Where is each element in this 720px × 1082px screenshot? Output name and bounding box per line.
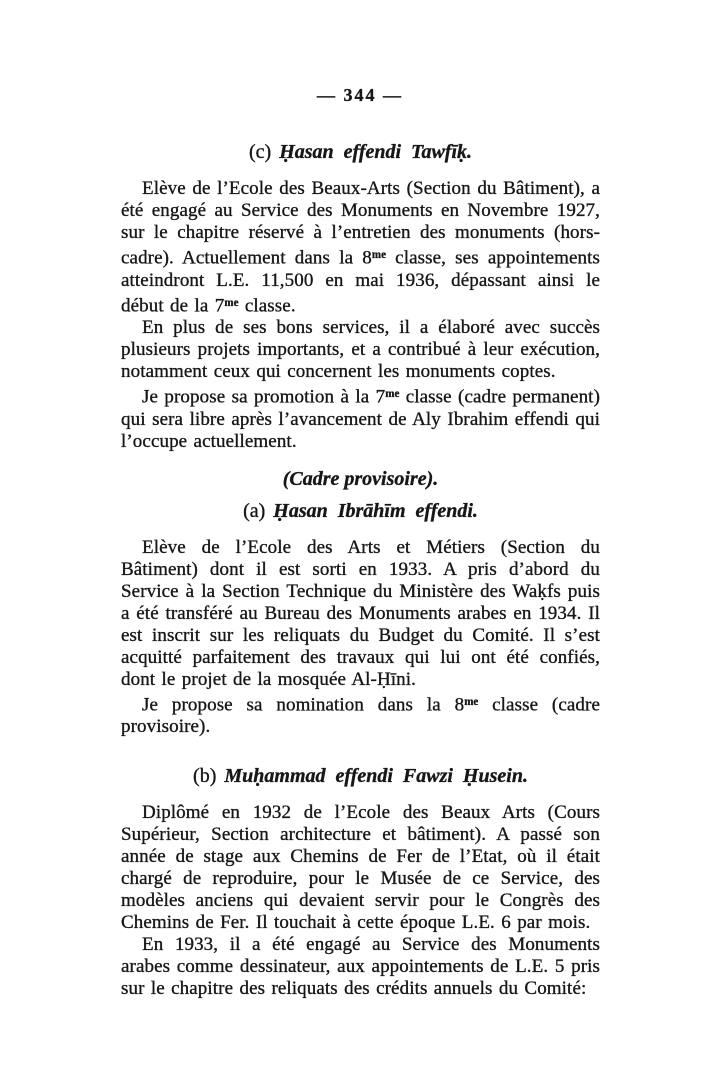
superscript-ordinal: me: [224, 296, 239, 309]
paragraph-text: Je propose sa promotion à la 7: [142, 386, 386, 408]
paragraph-text: Je propose sa nomination dans la 8: [142, 694, 465, 715]
paragraph-text: En plus de ses bons services, il a élaboré avec succès plusieurs projets importants, et a contribué à leur exécution, notamment ceux qui concernent les monuments coptes.: [121, 317, 600, 382]
paragraph-text: classe (cadre permanent) qui sera libre après l’avancement de Aly Ibrahim effendi qui l’occupe actuellement.: [121, 386, 600, 452]
paragraph-text: classe (cadre provisoire).: [121, 694, 600, 737]
section-heading-cadre: (Cadre provisoire).: [282, 467, 439, 490]
entry-heading: [121, 764, 600, 788]
entry-heading: [121, 140, 600, 164]
entry-name: Ḥasan Ibrāhīm effendi.: [273, 499, 478, 522]
paragraph-text: Elève de l’Ecole des Arts et Métiers (Section du Bâtiment) dont il est sorti en 1933. A pris d’abord du Service à la Section Technique du Ministère des Waḳfs puis a été transféré au Bureau des Monuments arabes en 1934. Il est inscrit sur les reliquats du Budget du Comité. Il s’est acquitté parfaitement des travaux qui lui ont été confiés, dont le projet de la mosquée Al-Ḥīni.: [121, 536, 600, 690]
paragraph: [121, 317, 600, 383]
entry-heading: [121, 499, 600, 523]
page-number: — 344 —: [317, 85, 403, 105]
entry-letter: (a): [243, 499, 266, 522]
superscript-ordinal: me: [371, 249, 386, 261]
paragraph-text: Elève de l’Ecole des Beaux-Arts (Section du Bâtiment), a été engagé au Service des Monuments en Novembre 1927, sur le chapitre réservé à l’entretien des monuments (hors-cadre). Actuellement dans la 8: [121, 178, 600, 269]
paragraph-text: classe, ses appointements atteindront L.E. 11,500 en mai 1936, dépassant ainsi le début de la 7: [121, 247, 600, 316]
entry-name: Ḥasan effendi Tawfīḳ.: [279, 141, 472, 163]
entry-letter: (c): [249, 141, 272, 163]
paragraph: [121, 537, 600, 691]
paragraph-text: Diplômé en 1932 de l’Ecole des Beaux Arts (Cours Supérieur, Section architecture et bâtiment). A passé son année de stage aux Chemins de Fer de l’Etat, où il était chargé de reproduire, pour le Musée de ce Service, des modèles anciens qui devaient servir pour le Congrès des Chemins de Fer. Il touchait à cette époque L.E. 6 par mois.: [121, 802, 600, 933]
paragraph-text: En 1933, il a été engagé au Service des Monuments arabes comme dessinateur, aux appointements de L.E. 5 pris sur le chapitre des reliquats des crédits annuels du Comité:: [121, 934, 600, 999]
entry-name: Muḥammad effendi Fawzi Ḥusein.: [224, 765, 528, 787]
paragraph: [121, 383, 600, 453]
paragraph: [121, 934, 600, 1000]
paragraph: [121, 802, 600, 934]
page-content: [121, 104, 600, 1000]
paragraph-text: classe.: [238, 295, 296, 316]
paragraph: [121, 178, 600, 317]
superscript-ordinal: me: [385, 388, 400, 400]
superscript-ordinal: me: [464, 695, 479, 708]
entry-letter: (b): [193, 765, 217, 787]
paragraph: [121, 691, 600, 739]
